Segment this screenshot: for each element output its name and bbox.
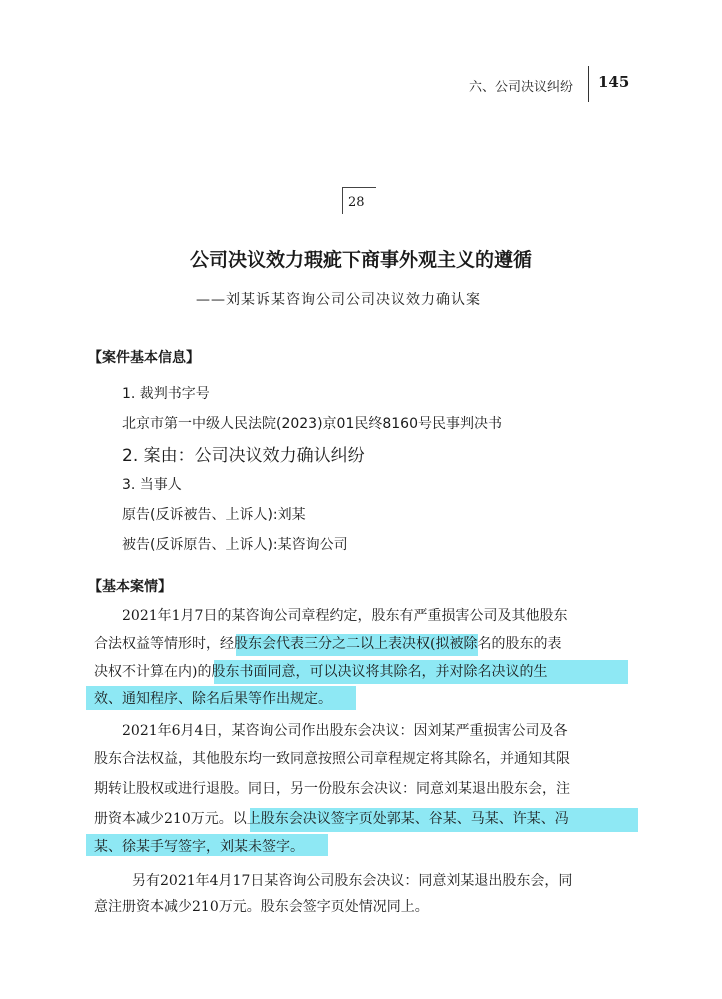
paragraph-line: 合法权益等情形时，经股东会代表三分之二以上表决权(拟被除名的股东的表 [94,636,562,652]
header-divider [588,66,589,102]
paragraph-line: 2021年1月7日的某咨询公司章程约定，股东有严重损害公司及其他股东 [122,608,568,624]
paragraph-line: 册资本减少210万元。以上股东会决议签字页处郭某、谷某、马某、许某、冯 [94,811,569,827]
info-item: 原告(反诉被告、上诉人):刘某 [122,507,306,523]
info-item: 3. 当事人 [122,477,182,493]
paragraph-line: 效、通知程序、除名后果等作出规定。 [94,691,332,707]
case-title: 公司决议效力瑕疵下商事外观主义的遵循 [189,249,532,271]
paragraph-line: 期转让股权或进行退股。同日，另一份股东会决议：同意刘某退出股东会，注 [94,781,570,797]
paragraph-line: 另有2021年4月17日某咨询公司股东会决议：同意刘某退出股东会，同 [132,873,573,889]
case-subtitle: ——刘某诉某咨询公司公司决议效力确认案 [196,292,481,308]
facts-heading: 【基本案情】 [88,579,172,595]
info-item: 2. 案由：公司决议效力确认纠纷 [122,446,365,466]
paragraph-line: 决权不计算在内)的股东书面同意，可以决议将其除名，并对除名决议的生 [94,664,548,680]
paragraph-line: 意注册资本减少210万元。股东会签字页处情况同上。 [94,899,429,915]
info-item: 北京市第一中级人民法院(2023)京01民终8160号民事判决书 [122,416,502,432]
paragraph-line: 2021年6月4日，某咨询公司作出股东会决议：因刘某严重损害公司及各 [122,723,568,739]
info-item: 被告(反诉原告、上诉人):某咨询公司 [122,537,348,553]
page-number: 145 [598,73,630,91]
paragraph-line: 某、徐某手写签字，刘某未签字。 [94,839,304,855]
info-item: 1. 裁判书字号 [122,386,210,402]
running-header-section: 六、公司决议纠纷 [469,80,574,95]
case-number: 28 [348,195,365,210]
basic-info-heading: 【案件基本信息】 [88,350,200,366]
paragraph-line: 股东合法权益，其他股东均一致同意按照公司章程规定将其除名，并通知其限 [94,751,570,767]
